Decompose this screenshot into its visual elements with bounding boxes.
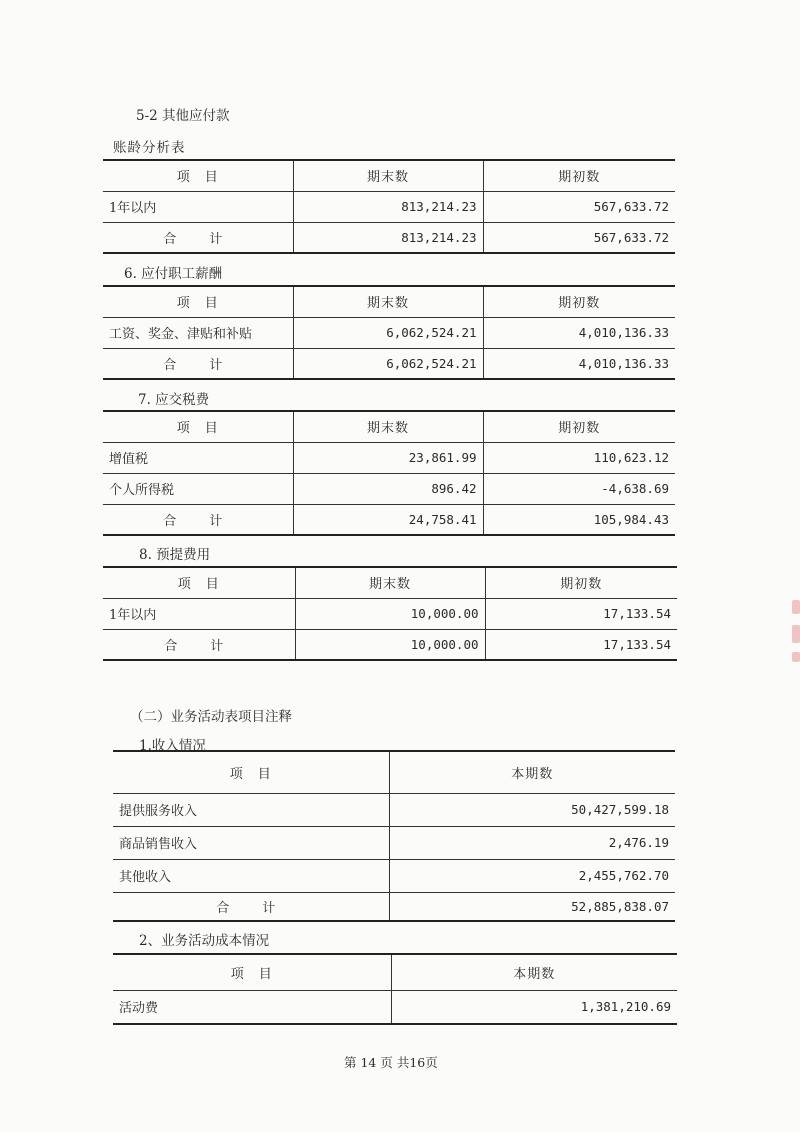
- row-item: 工资、奖金、津贴和补贴: [103, 317, 293, 348]
- total-value: 52,885,838.07: [389, 892, 675, 921]
- table-header-row: [103, 160, 675, 191]
- row-item: 其他收入: [113, 859, 389, 892]
- header-end: 期末数: [293, 286, 483, 317]
- total-row: [103, 222, 675, 253]
- row-end: 896.42: [293, 473, 483, 504]
- table-row: [113, 826, 675, 859]
- cost-title: 2、业务活动成本情况: [139, 933, 270, 949]
- row-end: 813,214.23: [293, 191, 483, 222]
- row-begin: 567,633.72: [483, 191, 675, 222]
- header-end: 期末数: [293, 411, 483, 442]
- page-number: 第 14 页 共16页: [344, 1055, 438, 1070]
- total-begin: 4,010,136.33: [483, 348, 675, 379]
- aging-table: [103, 159, 675, 254]
- total-item: 合 计: [103, 504, 293, 535]
- total-item: 合 计: [103, 222, 293, 253]
- cost-table: [113, 953, 677, 1025]
- seal-fragment: [792, 600, 800, 614]
- table-row: [113, 793, 675, 826]
- total-item: 合 计: [103, 629, 295, 660]
- section-5-2-subtitle: 账龄分析表: [113, 140, 186, 156]
- header-item: 项 目: [103, 567, 295, 598]
- header-item: 项 目: [113, 751, 389, 793]
- total-row: [103, 348, 675, 379]
- table-row: [113, 859, 675, 892]
- header-begin: 期初数: [483, 160, 675, 191]
- table-header-row: [113, 954, 677, 990]
- income-table: [113, 750, 675, 922]
- table-row: [103, 598, 677, 629]
- row-item: 商品销售收入: [113, 826, 389, 859]
- table-row: [103, 191, 675, 222]
- row-item: 1年以内: [103, 191, 293, 222]
- table-row: [103, 442, 675, 473]
- seal-fragment: [792, 652, 800, 662]
- section-8-title: 8. 预提费用: [139, 547, 211, 563]
- table-row: [113, 990, 677, 1024]
- total-end: 10,000.00: [295, 629, 485, 660]
- row-value: 2,476.19: [389, 826, 675, 859]
- total-item: 合 计: [103, 348, 293, 379]
- row-value: 2,455,762.70: [389, 859, 675, 892]
- row-value: 50,427,599.18: [389, 793, 675, 826]
- section-6-title: 6. 应付职工薪酬: [124, 266, 223, 282]
- row-item: 活动费: [113, 990, 391, 1024]
- total-item: 合 计: [113, 892, 389, 921]
- header-end: 期末数: [293, 160, 483, 191]
- row-value: 1,381,210.69: [391, 990, 677, 1024]
- accrued-table: [103, 566, 677, 661]
- table-header-row: [113, 751, 675, 793]
- tax-table: [103, 410, 675, 536]
- row-end: 6,062,524.21: [293, 317, 483, 348]
- income-title: 1.收入情况: [139, 738, 206, 754]
- row-end: 10,000.00: [295, 598, 485, 629]
- total-end: 813,214.23: [293, 222, 483, 253]
- row-item: 个人所得税: [103, 473, 293, 504]
- total-begin: 105,984.43: [483, 504, 675, 535]
- header-begin: 期初数: [483, 411, 675, 442]
- table-header-row: [103, 286, 675, 317]
- salary-table: [103, 285, 675, 380]
- row-begin: 110,623.12: [483, 442, 675, 473]
- total-begin: 567,633.72: [483, 222, 675, 253]
- header-end: 期末数: [295, 567, 485, 598]
- table-row: [103, 317, 675, 348]
- header-begin: 期初数: [485, 567, 677, 598]
- header-item: 项 目: [103, 411, 293, 442]
- table-row: [103, 473, 675, 504]
- table-header-row: [103, 411, 675, 442]
- row-begin: 4,010,136.33: [483, 317, 675, 348]
- total-row: [113, 892, 675, 921]
- total-begin: 17,133.54: [485, 629, 677, 660]
- header-begin: 期初数: [483, 286, 675, 317]
- header-item: 项 目: [103, 286, 293, 317]
- total-row: [103, 504, 675, 535]
- row-item: 增值税: [103, 442, 293, 473]
- seal-fragment: [792, 625, 800, 643]
- total-row: [103, 629, 677, 660]
- row-begin: 17,133.54: [485, 598, 677, 629]
- part-2-title: （二）业务活动表项目注释: [130, 709, 292, 725]
- header-item: 项 目: [113, 954, 391, 990]
- row-item: 1年以内: [103, 598, 295, 629]
- total-end: 24,758.41: [293, 504, 483, 535]
- row-end: 23,861.99: [293, 442, 483, 473]
- header-item: 项 目: [103, 160, 293, 191]
- row-item: 提供服务收入: [113, 793, 389, 826]
- section-5-2-title: 5-2 其他应付款: [136, 108, 230, 124]
- total-end: 6,062,524.21: [293, 348, 483, 379]
- header-value: 本期数: [389, 751, 675, 793]
- table-header-row: [103, 567, 677, 598]
- header-value: 本期数: [391, 954, 677, 990]
- section-7-title: 7. 应交税费: [138, 392, 210, 408]
- row-begin: -4,638.69: [483, 473, 675, 504]
